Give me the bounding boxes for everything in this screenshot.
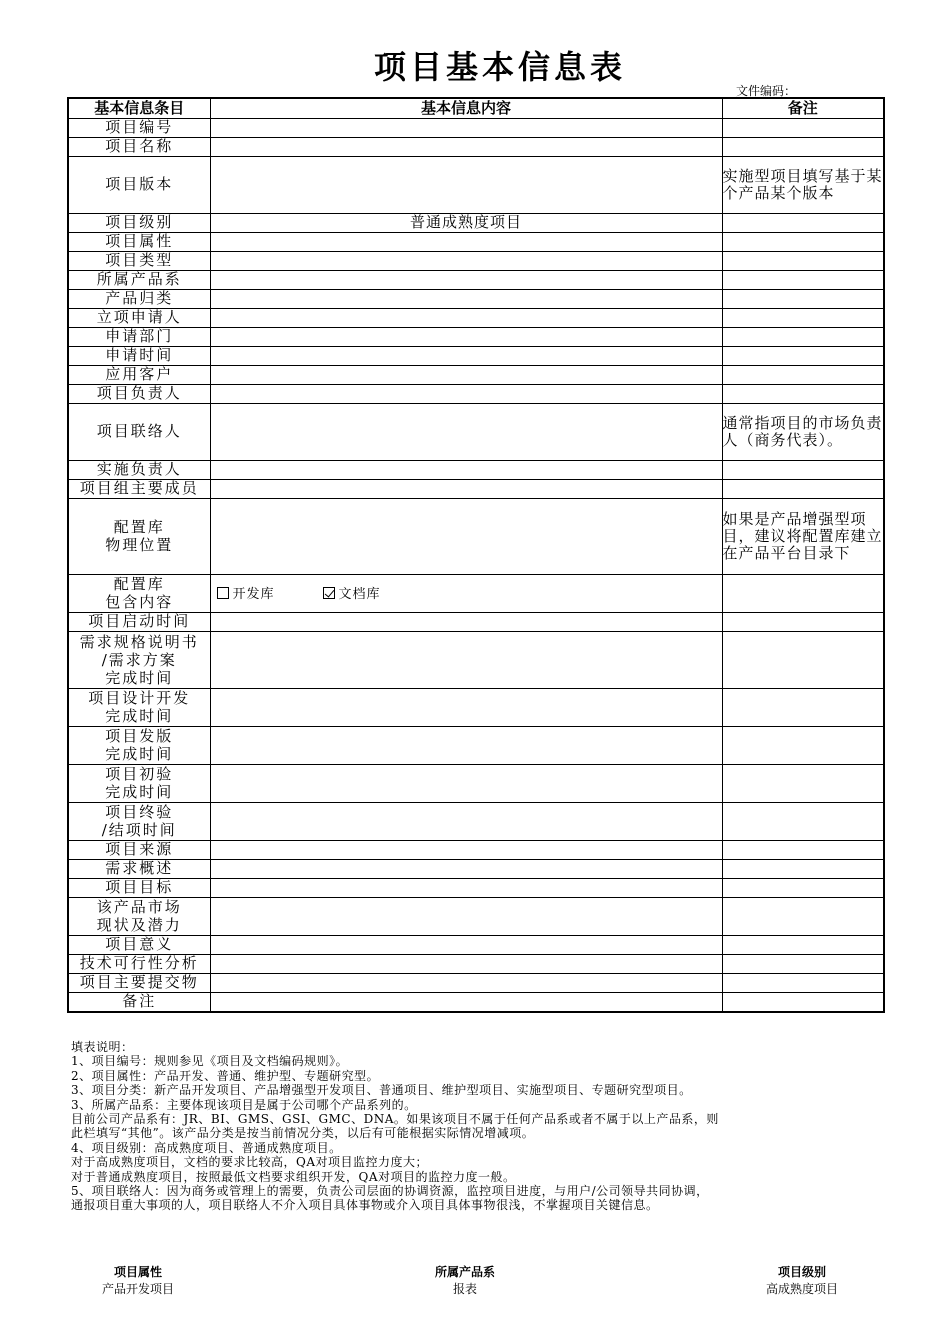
table-row <box>68 232 884 251</box>
row-content-cell[interactable] <box>210 384 722 403</box>
footer-heading: 项目属性 <box>113 1265 162 1279</box>
row-content-cell[interactable] <box>210 365 722 384</box>
row-note-cell[interactable] <box>722 270 884 289</box>
footer-value: 报表 <box>452 1282 477 1296</box>
row-label: 项目版本 <box>68 156 210 213</box>
instructions-heading: 填表说明： <box>71 1040 134 1054</box>
row-note-cell[interactable] <box>722 973 884 992</box>
unchecked-checkbox-icon[interactable] <box>217 587 229 599</box>
row-content-cell[interactable] <box>210 137 722 156</box>
row-note-cell[interactable] <box>722 897 884 935</box>
document-code-label: 文件编码： <box>736 84 797 98</box>
table-row <box>68 802 884 840</box>
row-label: 产品归类 <box>68 289 210 308</box>
row-label: 项目联络人 <box>68 403 210 460</box>
row-label: 项目来源 <box>68 840 210 859</box>
row-note-cell[interactable] <box>722 935 884 954</box>
filling-instructions <box>71 1040 721 1213</box>
row-content-cell[interactable] <box>210 479 722 498</box>
instruction-line: 5、项目联络人：因为商务或管理上的需要，负责公司层面的协调资源，监控项目进度，与用户/公司领导共同协调，通报项目重大事项的人，项目联络人不介入项目具体事物或介入项目具体事物很浅，不掌握项目关键信息。 <box>71 1184 709 1213</box>
row-label: 需求概述 <box>68 859 210 878</box>
table-row <box>68 859 884 878</box>
row-note-cell[interactable] <box>722 631 884 688</box>
row-content-cell[interactable] <box>210 764 722 802</box>
config-content-options <box>211 585 722 602</box>
table-row <box>68 935 884 954</box>
row-content-cell[interactable] <box>210 251 722 270</box>
row-content-cell[interactable] <box>210 631 722 688</box>
row-label: 项目组主要成员 <box>68 479 210 498</box>
row-content-cell[interactable] <box>210 726 722 764</box>
instruction-line: 对于普通成熟度项目，按照最低文档要求组织开发，QA对项目的监控力度一般。 <box>71 1169 516 1184</box>
table-row <box>68 289 884 308</box>
row-label: 项目设计开发 完成时间 <box>68 688 210 726</box>
row-note-cell[interactable] <box>722 118 884 137</box>
instruction-line: 4、项目级别：高成熟度项目、普通成熟度项目。 <box>71 1140 342 1155</box>
table-row <box>68 498 884 574</box>
row-label: 所属产品系 <box>68 270 210 289</box>
row-content-cell <box>210 574 722 612</box>
row-note-cell[interactable] <box>722 479 884 498</box>
table-row <box>68 973 884 992</box>
project-info-table <box>67 97 885 1013</box>
row-note-cell[interactable] <box>722 764 884 802</box>
row-label: 配置库 物理位置 <box>68 498 210 574</box>
row-content-cell[interactable] <box>210 802 722 840</box>
table-row <box>68 688 884 726</box>
table-row <box>68 574 884 612</box>
instruction-line: 3、项目分类：新产品开发项目、产品增强型开发项目、普通项目、维护型项目、实施型项目、专题研究型项目。 <box>71 1083 692 1098</box>
row-content-cell[interactable] <box>210 270 722 289</box>
row-label: 项目类型 <box>68 251 210 270</box>
row-content-cell[interactable] <box>210 897 722 935</box>
row-content-cell[interactable] <box>210 840 722 859</box>
table-row <box>68 270 884 289</box>
table-row <box>68 878 884 897</box>
row-note-cell[interactable] <box>722 232 884 251</box>
table-header-row <box>68 98 884 118</box>
table-row <box>68 954 884 973</box>
row-content-cell[interactable] <box>210 327 722 346</box>
table-row <box>68 631 884 688</box>
page-title: 项目基本信息表 <box>373 48 626 86</box>
row-content-cell[interactable] <box>210 232 722 251</box>
row-label: 配置库 包含内容 <box>68 574 210 612</box>
footer-product-line <box>385 1263 545 1297</box>
row-content-cell[interactable] <box>210 403 722 460</box>
header-item: 基本信息条目 <box>68 98 210 118</box>
table-row <box>68 726 884 764</box>
row-label: 项目名称 <box>68 137 210 156</box>
row-label: 项目级别 <box>68 213 210 232</box>
row-label: 实施负责人 <box>68 460 210 479</box>
row-label: 项目初验 完成时间 <box>68 764 210 802</box>
checkbox-option[interactable] <box>323 585 381 602</box>
row-note-cell[interactable] <box>722 213 884 232</box>
row-label: 申请部门 <box>68 327 210 346</box>
row-note-cell[interactable] <box>722 802 884 840</box>
table-row <box>68 612 884 631</box>
row-content-cell[interactable] <box>210 460 722 479</box>
table-row <box>68 460 884 479</box>
row-content-cell[interactable] <box>210 878 722 897</box>
row-label: 项目目标 <box>68 878 210 897</box>
row-note-cell[interactable] <box>722 460 884 479</box>
row-note-cell[interactable] <box>722 612 884 631</box>
row-label: 项目发版 完成时间 <box>68 726 210 764</box>
table-row <box>68 308 884 327</box>
row-note-cell[interactable] <box>722 289 884 308</box>
instruction-line: 2、项目属性：产品开发、普通、维护型、专题研究型。 <box>71 1068 380 1083</box>
table-row <box>68 346 884 365</box>
row-content-cell[interactable] <box>210 954 722 973</box>
row-note-cell[interactable] <box>722 688 884 726</box>
row-content-cell[interactable] <box>210 498 722 574</box>
row-label: 该产品市场 现状及潜力 <box>68 897 210 935</box>
instruction-line: 1、项目编号：规则参见《项目及文档编码规则》。 <box>71 1054 349 1069</box>
row-content-cell[interactable] <box>210 935 722 954</box>
checkbox-option[interactable] <box>217 585 275 602</box>
row-note-cell[interactable] <box>722 726 884 764</box>
table-row <box>68 992 884 1012</box>
row-label: 需求规格说明书 /需求方案 完成时间 <box>68 631 210 688</box>
table-row <box>68 403 884 460</box>
row-content-cell[interactable] <box>210 346 722 365</box>
row-label: 申请时间 <box>68 346 210 365</box>
row-label: 立项申请人 <box>68 308 210 327</box>
row-content-cell[interactable] <box>210 612 722 631</box>
row-note-cell[interactable] <box>722 574 884 612</box>
row-note-cell[interactable]: 实施型项目填写基于某个产品某个版本 <box>722 156 884 213</box>
table-row <box>68 365 884 384</box>
table-row <box>68 764 884 802</box>
row-note-cell[interactable] <box>722 954 884 973</box>
footer-heading: 所属产品系 <box>434 1265 495 1279</box>
row-content-cell[interactable] <box>210 992 722 1012</box>
table-row <box>68 137 884 156</box>
table-row <box>68 156 884 213</box>
footer-value: 产品开发项目 <box>101 1282 174 1296</box>
footer-project-level <box>722 1263 882 1297</box>
row-content-cell[interactable] <box>210 118 722 137</box>
row-content-cell[interactable] <box>210 688 722 726</box>
footer-value: 高成熟度项目 <box>765 1282 838 1296</box>
row-note-cell[interactable] <box>722 346 884 365</box>
row-note-cell[interactable] <box>722 327 884 346</box>
instruction-line: 对于高成熟度项目，文档的要求比较高，QA对项目监控力度大； <box>71 1155 429 1170</box>
row-note-cell[interactable] <box>722 251 884 270</box>
row-label: 应用客户 <box>68 365 210 384</box>
checked-checkbox-icon[interactable] <box>323 587 335 599</box>
table-row <box>68 251 884 270</box>
footer-heading: 项目级别 <box>777 1265 826 1279</box>
row-note-cell[interactable] <box>722 365 884 384</box>
row-note-cell[interactable] <box>722 992 884 1012</box>
row-label: 项目属性 <box>68 232 210 251</box>
row-note-cell[interactable]: 如果是产品增强型项目，建议将配置库建立在产品平台目录下 <box>722 498 884 574</box>
row-label: 项目负责人 <box>68 384 210 403</box>
row-label: 项目主要提交物 <box>68 973 210 992</box>
row-label: 项目启动时间 <box>68 612 210 631</box>
checkbox-label: 文档库 <box>338 585 381 601</box>
row-content-cell[interactable] <box>210 156 722 213</box>
header-content: 基本信息内容 <box>210 98 722 118</box>
footer-project-attribute <box>58 1263 218 1297</box>
row-note-cell[interactable] <box>722 840 884 859</box>
header-note: 备注 <box>722 98 884 118</box>
row-note-cell[interactable] <box>722 384 884 403</box>
row-content-cell[interactable] <box>210 859 722 878</box>
row-note-cell[interactable] <box>722 308 884 327</box>
row-content-cell[interactable] <box>210 308 722 327</box>
table-row <box>68 840 884 859</box>
table-row <box>68 897 884 935</box>
row-label: 项目终验 /结项时间 <box>68 802 210 840</box>
row-note-cell[interactable] <box>722 878 884 897</box>
table-row <box>68 213 884 232</box>
row-note-cell[interactable]: 通常指项目的市场负责人（商务代表）。 <box>722 403 884 460</box>
table-row <box>68 384 884 403</box>
table-row <box>68 479 884 498</box>
row-label: 备注 <box>68 992 210 1012</box>
row-note-cell[interactable] <box>722 137 884 156</box>
checkbox-label: 开发库 <box>232 585 275 601</box>
row-label: 技术可行性分析 <box>68 954 210 973</box>
row-note-cell[interactable] <box>722 859 884 878</box>
row-content-cell[interactable] <box>210 973 722 992</box>
row-content-cell[interactable] <box>210 289 722 308</box>
instruction-line: 3、所属产品系：主要体现该项目是属于公司哪个产品系列的。 <box>71 1097 417 1112</box>
row-label: 项目编号 <box>68 118 210 137</box>
instruction-line: 目前公司产品系有：JR、BI、GMS、GSI、GMC、DNA。如果该项目不属于任何产品系或者不属于以上产品系，则此栏填写“其他”。该产品分类是按当前情况分类，以后有可能根据实际情况增减项。 <box>71 1112 719 1141</box>
row-content-cell[interactable]: 普通成熟度项目 <box>210 213 722 232</box>
row-label: 项目意义 <box>68 935 210 954</box>
table-row <box>68 327 884 346</box>
table-row <box>68 118 884 137</box>
